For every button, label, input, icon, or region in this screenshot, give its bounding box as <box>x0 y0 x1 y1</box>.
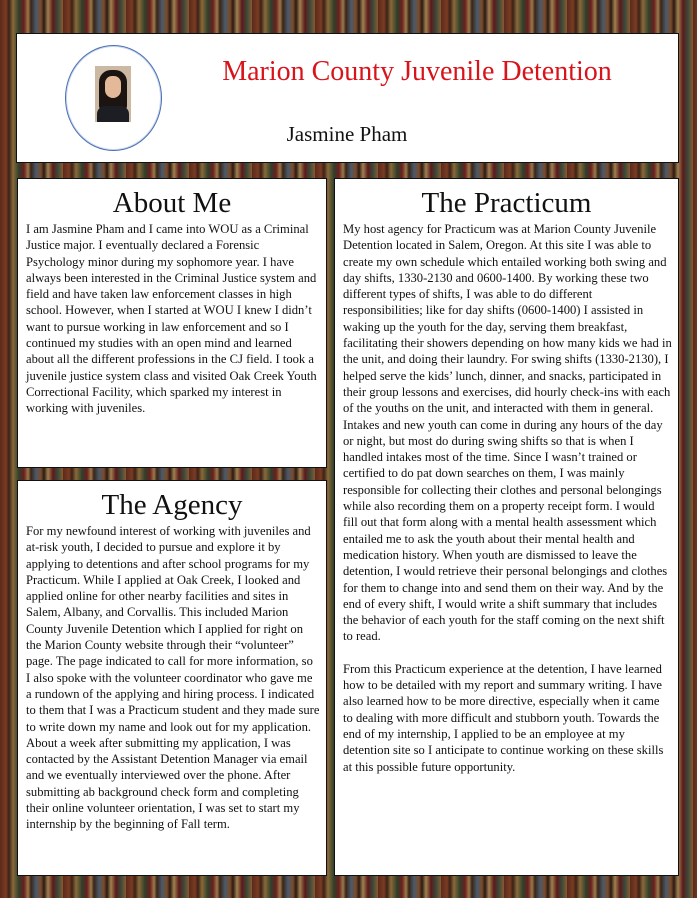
portrait-photo <box>95 66 131 122</box>
portrait-shirt <box>97 106 129 122</box>
agency-heading: The Agency <box>101 489 243 521</box>
practicum-paragraph-1: My host agency for Practicum was at Marion County Juvenile Detention located in Salem, Oregon. At this site I was able to create my own schedule which entailed working both swing and day shifts, 1330-2130 and 0600-1400. By working these two different types of shifts, I was able to do different responsibilities; like for day shifts (0600-1400) I assisted in waking up the youth for the day, serving them breakfast, facilitating their showers depending on how many kids we had in the unit, and doing their laundry. For swing shifts (1330-2130), I helped serve the kids’ lunch, dinner, and snacks, participated in their group lessons and exercises, did hourly check-ins with each of the youths on the unit, and interacted with them in general. Intakes and new youth can come in during any hours of the day or night, but most do during swing shifts so that is when I handled intakes most of the time. Since I wasn’t trained or certified to do pat down searches on them, I was mainly responsible for collecting their clothes and personal belongings while also recording them on a property receipt form. I would fill out that form along with a mental health assessment which entailed me to ask the youth about their mental health and medication history. When youth are dismissed to leave the detention, I would retrieve their personal belongings and clothes for them to change into and send them on their way. And by the end of every shift, I would write a shift summary that includes the behavior of each youth for the staff coming on the next shift to read. <box>343 222 672 644</box>
paragraph-spacer <box>335 645 678 661</box>
about-me-heading: About Me <box>112 187 232 219</box>
agency-text: For my newfound interest of working with juveniles and at-risk youth, I decided to pursue and explore it by applying to detentions and after school programs for my Practicum. While I applied at Oak Creek, I looked and applied online for other nearby facilities and sites in Salem, Albany, and Corvallis. This included Marion County Juvenile Detention which I applied for right on the Marion County website through their “volunteer” page. The page indicated to call for more information, so I also spoke with the volunteer coordinator who gave me a rundown of the applying and hiring process. I indicated to them that I was a Practicum student and they made sure to write down my name and look out for my application. About a week after submitting my application, I was contacted by the Assistant Detention Manager via email and we eventually interviewed over the phone. After submitting ab background check form and completing their online volunteer orientation, I was set to start my internship by the beginning of Fall term. <box>26 524 320 832</box>
organization-title: Marion County Juvenile Detention <box>222 56 612 87</box>
about-me-section <box>17 178 327 468</box>
photo-frame <box>65 45 162 151</box>
student-name: Jasmine Pham <box>286 122 408 146</box>
practicum-heading: The Practicum <box>421 187 592 219</box>
practicum-paragraph-2: From this Practicum experience at the detention, I have learned how to be detailed with my report and summary writing. I have also learned how to be more directive, especially when it came to dealing with more difficult and stubborn youth. Towards the end of my internship, I applied to be an employee at my detention site so I anticipate to continue working on these skills at this possible future opportunity. <box>343 661 664 774</box>
portrait-face <box>105 76 121 98</box>
about-me-text: I am Jasmine Pham and I came into WOU as a Criminal Justice major. I eventually declared a Forensic Psychology minor during my sophomore year. I have always been interested in the Criminal Justice system and field and have taken law enforcement classes in high school. However, when I started at WOU I knew I didn’t want to pursue working in law enforcement and so I continued my studies with an open mind and learned about all the different professions in the CJ field. I took a juvenile justice system class and visited Oak Creek Youth Correctional Facility, which sparked my interest in working with juveniles. <box>26 222 317 416</box>
header-banner <box>16 33 679 163</box>
agency-section <box>17 480 327 876</box>
practicum-section <box>334 178 679 876</box>
